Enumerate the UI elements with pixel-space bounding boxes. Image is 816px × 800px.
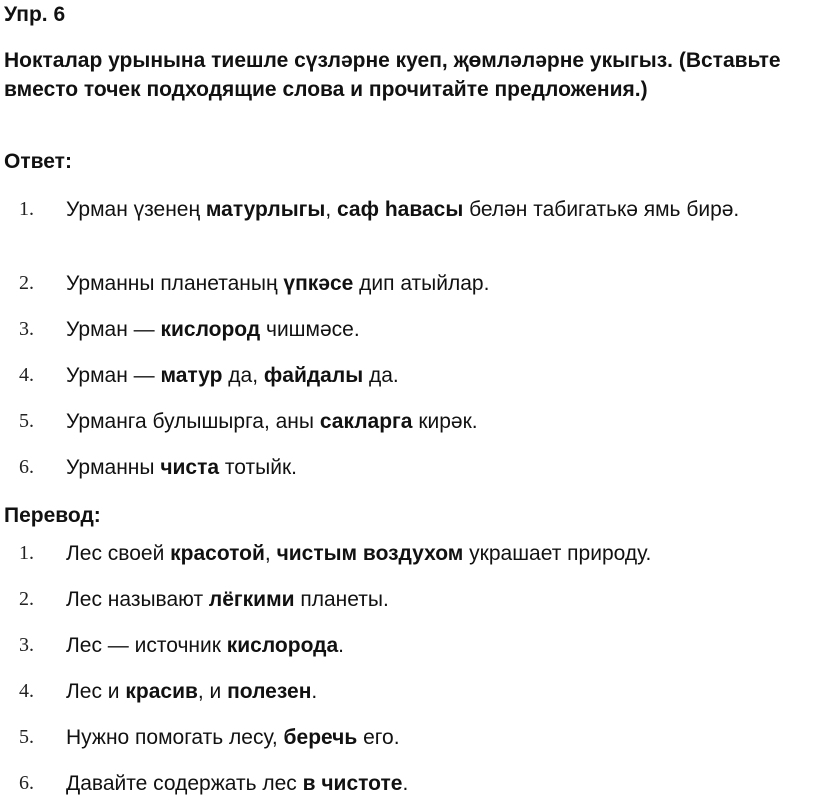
- item-number: 2.: [19, 272, 34, 294]
- answer-heading: Ответ:: [4, 150, 72, 173]
- sentence-fragment: , и: [197, 680, 228, 703]
- item-text: [66, 676, 816, 707]
- inserted-word: матур: [160, 364, 223, 387]
- item-number: 4.: [19, 680, 34, 702]
- sentence-fragment: .: [402, 772, 409, 795]
- inserted-word: файдалы: [263, 364, 364, 387]
- inserted-word: беречь: [283, 726, 358, 749]
- sentence-fragment: Лес называют: [66, 588, 209, 611]
- sentence-fragment: планеты.: [294, 588, 389, 611]
- sentence-fragment: кирәк.: [412, 410, 478, 433]
- sentence-fragment: .: [338, 634, 344, 657]
- item-number: 2.: [19, 588, 34, 610]
- sentence-fragment: да,: [222, 364, 264, 387]
- item-number: 5.: [19, 410, 34, 432]
- item-text: [66, 722, 816, 753]
- inserted-word: саф һавасы: [337, 198, 464, 221]
- sentence-fragment: Нужно помогать лесу,: [66, 726, 284, 749]
- sentence-fragment: Лес и: [66, 680, 126, 703]
- sentence-fragment: да.: [363, 364, 399, 387]
- item-number: 1.: [19, 198, 34, 220]
- sentence-fragment: Урман —: [66, 364, 161, 387]
- sentence-fragment: Урманны: [66, 456, 161, 479]
- exercise-title: Упр. 6: [4, 3, 66, 26]
- inserted-word: кислород: [160, 318, 261, 341]
- item-number: 5.: [19, 726, 34, 748]
- sentence-fragment: Урман —: [66, 318, 161, 341]
- item-text: [66, 452, 816, 483]
- item-number: 6.: [19, 456, 34, 478]
- inserted-word: чиста: [160, 456, 220, 479]
- sentence-fragment: его.: [357, 726, 400, 749]
- inserted-word: чистым воздухом: [276, 542, 464, 565]
- item-number: 4.: [19, 364, 34, 386]
- sentence-fragment: Лес — источник: [66, 634, 227, 657]
- sentence-fragment: Урманга булышырга, аны: [66, 410, 320, 433]
- item-number: 3.: [19, 318, 34, 340]
- item-number: 3.: [19, 634, 34, 656]
- sentence-fragment: украшает природу.: [463, 542, 652, 565]
- inserted-word: полезен: [227, 680, 312, 703]
- sentence-fragment: Урман үзенең: [66, 198, 206, 221]
- sentence-fragment: Урманны планетаның: [66, 272, 284, 295]
- sentence-fragment: белән табигатькә ямь бирә.: [463, 198, 740, 221]
- sentence-fragment: чишмәсе.: [260, 318, 360, 341]
- sentence-fragment: ,: [264, 542, 277, 565]
- item-text: [66, 268, 816, 299]
- sentence-fragment: тотыйк.: [219, 456, 297, 479]
- item-number: 1.: [19, 542, 34, 564]
- exercise-task: Нокталар урынына тиешле сүзләрне куеп, җөмләләрне укыгыз. (Вставьте вместо точек подходящие слова и прочитайте предложения.): [4, 49, 781, 101]
- inserted-word: матурлыгы: [205, 198, 326, 221]
- item-text: [66, 194, 816, 225]
- sentence-fragment: Давайте содержать лес: [66, 772, 303, 795]
- item-text: [66, 360, 816, 391]
- translation-heading: Перевод:: [4, 504, 101, 527]
- item-text: [66, 314, 816, 345]
- item-text: [66, 584, 816, 615]
- sentence-fragment: ,: [325, 198, 337, 221]
- inserted-word: сакларга: [319, 410, 413, 433]
- item-text: [66, 406, 816, 437]
- inserted-word: красотой: [170, 542, 265, 565]
- inserted-word: красив: [125, 680, 198, 703]
- item-number: 6.: [19, 772, 34, 794]
- inserted-word: үпкәсе: [283, 272, 354, 295]
- item-text: [66, 630, 816, 661]
- sentence-fragment: .: [311, 680, 318, 703]
- item-text: [66, 768, 816, 799]
- sentence-fragment: дип атыйлар.: [353, 272, 490, 295]
- item-text: [66, 538, 816, 569]
- sentence-fragment: Лес своей: [66, 542, 171, 565]
- inserted-word: лёгкими: [208, 588, 295, 611]
- inserted-word: в чистоте: [302, 772, 403, 795]
- inserted-word: кислорода: [226, 634, 339, 657]
